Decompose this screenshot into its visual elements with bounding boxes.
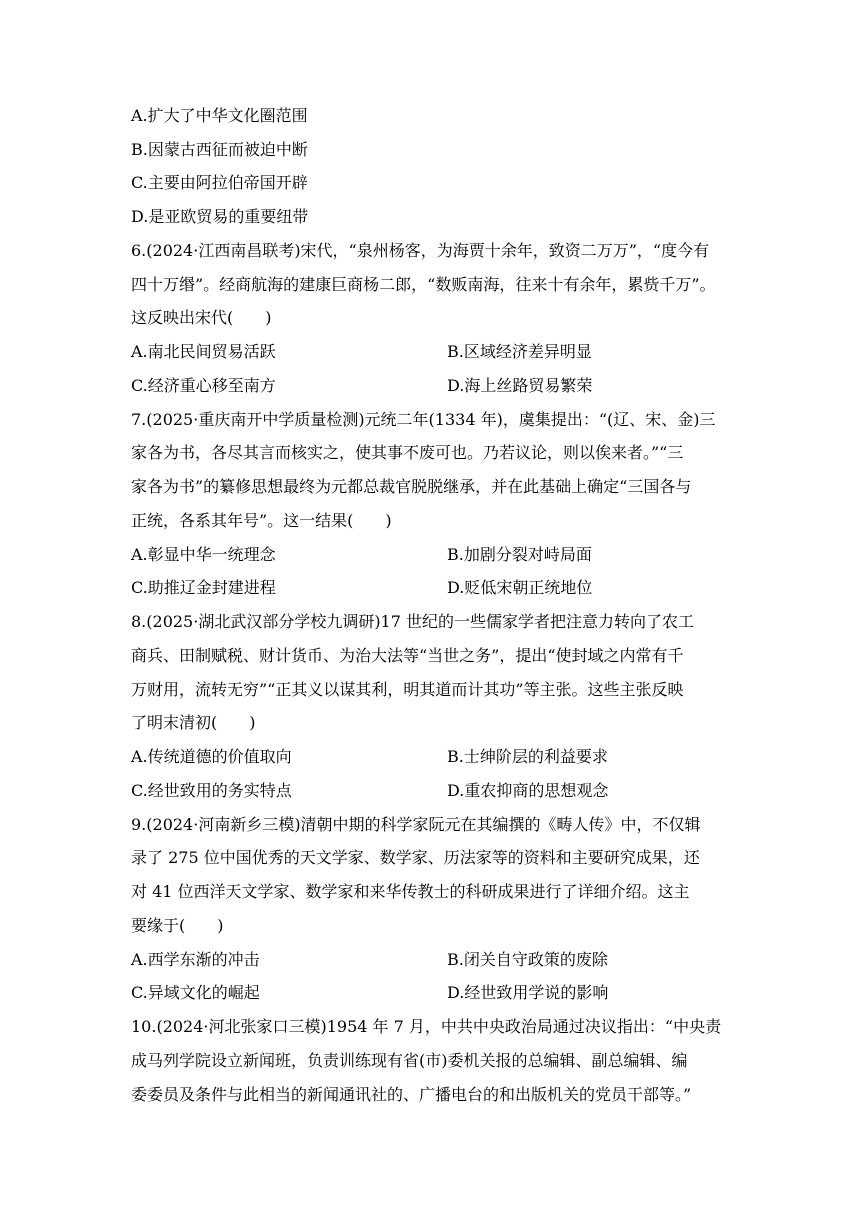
q10-stem-line-1: 10.(2024·河北张家口三模)1954 年 7 月，中共中央政治局通过决议指出：“中央责 [131, 1017, 722, 1036]
q9-option-b: B.闭关自守政策的废除 [447, 950, 608, 969]
q5-option-c: C.主要由阿拉伯帝国开辟 [131, 173, 308, 192]
q8-stem-line-4: 了明末清初( ) [131, 713, 256, 732]
q9-option-a: A.西学东渐的冲击 [131, 950, 260, 969]
q6-option-a: A.南北民间贸易活跃 [131, 342, 276, 361]
q6-option-b: B.区域经济差异明显 [447, 342, 592, 361]
q6-option-c: C.经济重心移至南方 [131, 376, 276, 395]
q9-stem-line-1: 9.(2024·河南新乡三模)清朝中期的科学家阮元在其编撰的《畴人传》中，不仅辑 [131, 815, 701, 834]
q7-option-c: C.助推辽金封建进程 [131, 578, 276, 597]
q5-option-a: A.扩大了中华文化圈范围 [131, 106, 308, 125]
q8-option-d: D.重农抑商的思想观念 [447, 781, 609, 800]
q8-option-b: B.士绅阶层的利益要求 [447, 747, 608, 766]
q7-option-b: B.加剧分裂对峙局面 [447, 545, 592, 564]
q7-stem-line-1: 7.(2025·重庆南开中学质量检测)元统二年(1334 年)，虞集提出：“(辽、宋、金)三 [131, 410, 716, 429]
q7-option-a: A.彰显中华一统理念 [131, 545, 276, 564]
q6-stem-line-1: 6.(2024·江西南昌联考)宋代，“泉州杨客，为海贾十余年，致资二万万”，“度今有 [131, 241, 710, 260]
q10-stem-line-3: 委委员及条件与此相当的新闻通讯社的、广播电台的和出版机关的党员干部等。” [131, 1085, 692, 1104]
q7-option-d: D.贬低宋朝正统地位 [447, 578, 593, 597]
q9-option-c: C.异域文化的崛起 [131, 983, 260, 1002]
q9-stem-line-3: 对 41 位西洋天文学家、数学家和来华传教士的科研成果进行了详细介绍。这主 [131, 882, 690, 901]
q10-stem-line-2: 成马列学院设立新闻班，负责训练现有省(市)委机关报的总编辑、副总编辑、编 [131, 1051, 688, 1070]
q6-stem-line-3: 这反映出宋代( ) [131, 308, 272, 327]
q8-option-a: A.传统道德的价值取向 [131, 747, 292, 766]
q6-stem-line-2: 四十万缗”。经商航海的建康巨商杨二郎，“数贩南海，往来十有余年，累赀千万”。 [131, 275, 716, 294]
q5-option-b: B.因蒙古西征而被迫中断 [131, 140, 308, 159]
q9-option-d: D.经世致用学说的影响 [447, 983, 609, 1002]
q8-stem-line-2: 商兵、田制赋税、财计货币、为治大法等“当世之务”，提出“使封域之内常有千 [131, 646, 684, 665]
q8-stem-line-3: 万财用，流转无穷”“正其义以谋其利，明其道而计其功”等主张。这些主张反映 [131, 680, 684, 699]
q7-stem-line-2: 家各为书，各尽其言而核实之，使其事不废可也。乃若议论，则以俟来者。”“三 [131, 443, 684, 462]
q8-option-c: C.经世致用的务实特点 [131, 781, 292, 800]
q8-stem-line-1: 8.(2025·湖北武汉部分学校九调研)17 世纪的一些儒家学者把注意力转向了农工 [131, 612, 695, 631]
q7-stem-line-3: 家各为书”的纂修思想最终为元都总裁官脱脱继承，并在此基础上确定“三国各与 [131, 477, 692, 496]
q7-stem-line-4: 正统，各系其年号”。这一结果( ) [131, 511, 392, 530]
q5-option-d: D.是亚欧贸易的重要纽带 [131, 207, 309, 226]
q9-stem-line-4: 要缘于( ) [131, 916, 224, 935]
q9-stem-line-2: 录了 275 位中国优秀的天文学家、数学家、历法家等的资料和主要研究成果，还 [131, 848, 700, 867]
q6-option-d: D.海上丝路贸易繁荣 [447, 376, 593, 395]
